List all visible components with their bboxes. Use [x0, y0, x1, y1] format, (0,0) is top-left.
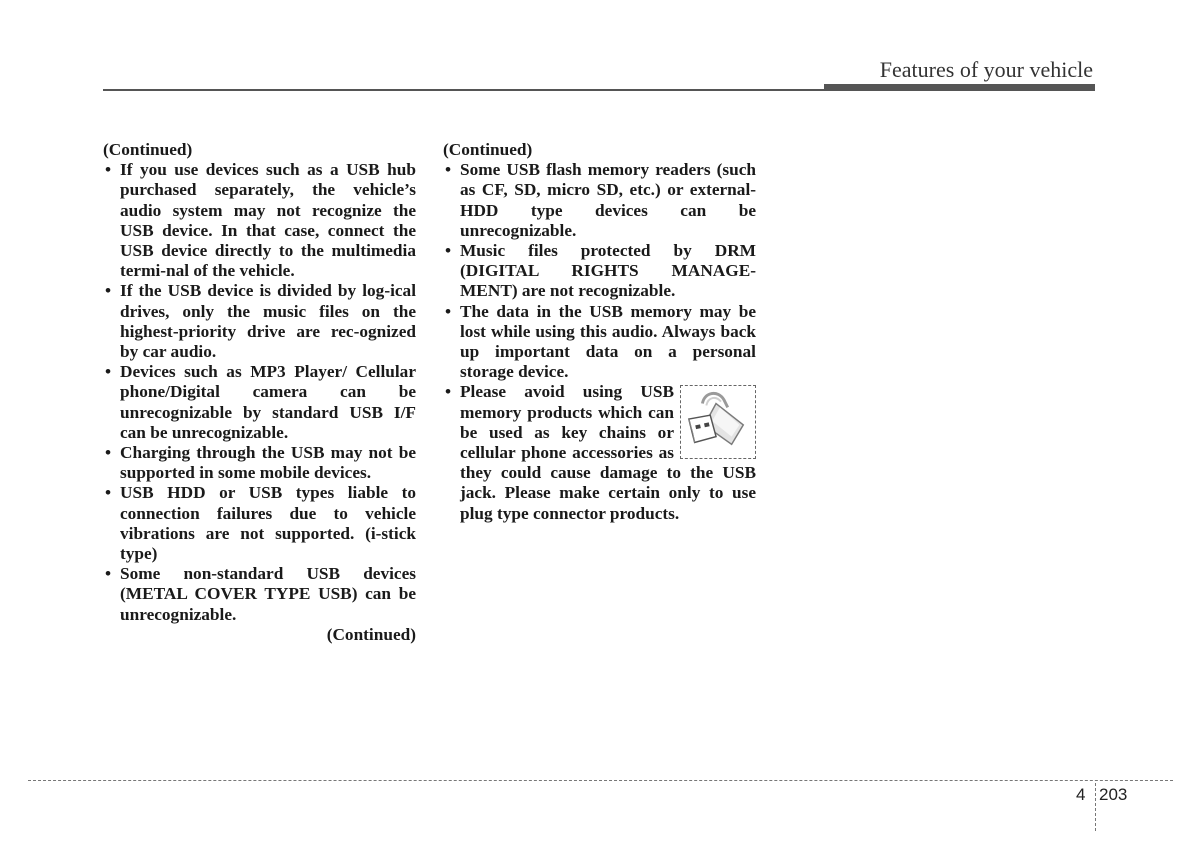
list-item: • The data in the USB memory may be lost while using this audio. Always back up important data on a personal storage device.	[443, 302, 756, 383]
list-item: • If you use devices such as a USB hub purchased separately, the vehicle’s audio system may not recognize the USB device. In that case, connect the USB device directly to the multimedia termi-nal of the vehicle.	[103, 160, 416, 281]
header-rule-thick	[824, 84, 1095, 91]
header-rule-thin	[103, 89, 824, 91]
list-item-text: Please avoid using USB memory products which can be used as key chains or cellular phone accessories as they could cause damage to the USB jack. Please make certain only to use plug type connector products.	[460, 382, 756, 523]
list-item: • Devices such as MP3 Player/ Cellular phone/Digital camera can be unrecognizable by standard USB I/F can be unrecognizable.	[103, 362, 416, 443]
chapter-number: 4	[1076, 785, 1086, 804]
bullet-list	[443, 160, 756, 524]
list-item: • If the USB device is divided by log-ical drives, only the music files on the highest-priority drive are rec-ognized by car audio.	[103, 281, 416, 362]
right-column	[443, 140, 756, 524]
page-number-divider	[1095, 783, 1096, 831]
list-item-with-image	[443, 382, 756, 523]
list-item: • Some USB flash memory readers (such as CF, SD, micro SD, etc.) or external-HDD type devices can be unrecognizable.	[443, 160, 756, 241]
page-number: 203	[1099, 785, 1128, 804]
list-item: • USB HDD or USB types liable to connection failures due to vehicle vibrations are not supported. (i-stick type)	[103, 483, 416, 564]
continued-label-top: (Continued)	[103, 140, 193, 159]
footer-rule	[28, 780, 1173, 781]
list-item: • Some non-standard USB devices (METAL COVER TYPE USB) can be unrecognizable.	[103, 564, 416, 625]
section-title: Features of your vehicle	[879, 57, 1093, 82]
usb-keychain-drive-icon	[680, 385, 756, 459]
list-item: • Music files protected by DRM (DIGITAL RIGHTS MANAGE-MENT) are not recognizable.	[443, 241, 756, 302]
continued-label-bottom: (Continued)	[326, 624, 416, 644]
left-column	[103, 140, 416, 645]
list-item: • Charging through the USB may not be supported in some mobile devices.	[103, 443, 416, 483]
bullet-list	[103, 160, 416, 625]
continued-label-top: (Continued)	[443, 140, 533, 159]
